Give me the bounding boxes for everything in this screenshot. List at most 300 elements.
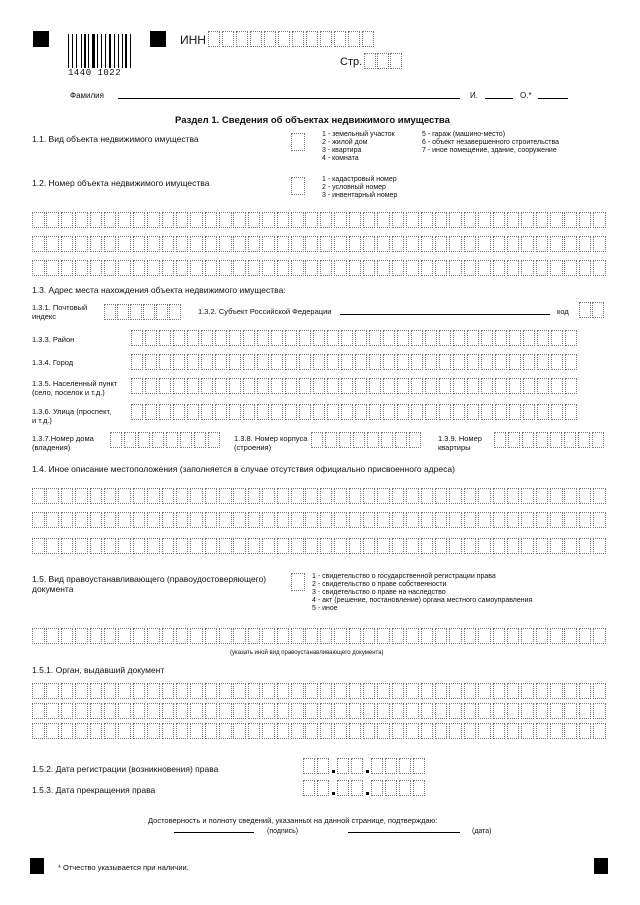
input-cell[interactable] bbox=[406, 538, 419, 554]
input-cell[interactable] bbox=[551, 330, 563, 346]
input-cell[interactable] bbox=[46, 683, 59, 699]
input-cell[interactable] bbox=[334, 703, 347, 719]
input-cell[interactable] bbox=[334, 538, 347, 554]
input-cell[interactable] bbox=[190, 683, 203, 699]
input-cell[interactable] bbox=[449, 723, 462, 739]
name-line[interactable] bbox=[485, 98, 513, 99]
input-cell[interactable] bbox=[262, 683, 275, 699]
input-cell[interactable] bbox=[133, 538, 146, 554]
input-cell[interactable] bbox=[32, 488, 45, 504]
input-cell[interactable] bbox=[190, 488, 203, 504]
input-cell[interactable] bbox=[205, 683, 218, 699]
input-cell[interactable] bbox=[435, 236, 448, 252]
input-cell[interactable] bbox=[201, 404, 213, 420]
input-cell[interactable] bbox=[145, 330, 157, 346]
input-cell[interactable] bbox=[229, 354, 241, 370]
input-cell[interactable] bbox=[285, 404, 297, 420]
input-cell[interactable] bbox=[75, 488, 88, 504]
input-cell[interactable] bbox=[377, 628, 390, 644]
input-cell[interactable] bbox=[481, 354, 493, 370]
input-cell[interactable] bbox=[257, 354, 269, 370]
input-cell[interactable] bbox=[449, 512, 462, 528]
input-cell[interactable] bbox=[205, 628, 218, 644]
input-cell[interactable] bbox=[523, 330, 535, 346]
input-cell[interactable] bbox=[579, 538, 592, 554]
input-cell[interactable] bbox=[162, 512, 175, 528]
input-cell[interactable] bbox=[61, 538, 74, 554]
input-cell[interactable] bbox=[46, 512, 59, 528]
input-cell[interactable] bbox=[593, 512, 606, 528]
input-cell[interactable] bbox=[564, 628, 577, 644]
input-cell[interactable] bbox=[421, 488, 434, 504]
input-cell[interactable] bbox=[124, 432, 136, 448]
input-cell[interactable] bbox=[118, 212, 131, 228]
date-cell[interactable] bbox=[337, 780, 349, 796]
input-cell[interactable] bbox=[521, 236, 534, 252]
other-document-row[interactable] bbox=[32, 628, 608, 644]
input-cell[interactable] bbox=[406, 236, 419, 252]
input-cell[interactable] bbox=[550, 628, 563, 644]
input-cell[interactable] bbox=[118, 628, 131, 644]
date-cell[interactable] bbox=[303, 758, 315, 774]
input-cell[interactable] bbox=[147, 260, 160, 276]
input-cell[interactable] bbox=[334, 723, 347, 739]
input-cell[interactable] bbox=[507, 538, 520, 554]
input-cell[interactable] bbox=[162, 683, 175, 699]
end-date-field[interactable] bbox=[303, 780, 427, 796]
input-cell[interactable] bbox=[118, 538, 131, 554]
input-cell[interactable] bbox=[320, 512, 333, 528]
input-cell[interactable] bbox=[550, 260, 563, 276]
input-cell[interactable] bbox=[478, 628, 491, 644]
input-cell[interactable] bbox=[481, 378, 493, 394]
input-cell[interactable] bbox=[406, 488, 419, 504]
input-cell[interactable] bbox=[592, 302, 604, 318]
input-cell[interactable] bbox=[130, 304, 142, 320]
input-cell[interactable] bbox=[104, 723, 117, 739]
input-cell[interactable] bbox=[257, 330, 269, 346]
input-cell[interactable] bbox=[291, 177, 305, 195]
input-cell[interactable] bbox=[565, 378, 577, 394]
input-cell[interactable] bbox=[593, 488, 606, 504]
input-cell[interactable] bbox=[250, 31, 262, 47]
input-cell[interactable] bbox=[536, 488, 549, 504]
input-cell[interactable] bbox=[233, 723, 246, 739]
input-cell[interactable] bbox=[143, 304, 155, 320]
input-cell[interactable] bbox=[176, 488, 189, 504]
input-cell[interactable] bbox=[159, 378, 171, 394]
authority-row-2[interactable] bbox=[32, 703, 608, 719]
input-cell[interactable] bbox=[565, 404, 577, 420]
input-cell[interactable] bbox=[133, 703, 146, 719]
input-cell[interactable] bbox=[377, 236, 390, 252]
input-cell[interactable] bbox=[390, 53, 402, 69]
input-cell[interactable] bbox=[536, 260, 549, 276]
input-cell[interactable] bbox=[363, 488, 376, 504]
input-cell[interactable] bbox=[291, 212, 304, 228]
input-cell[interactable] bbox=[406, 260, 419, 276]
input-cell[interactable] bbox=[145, 378, 157, 394]
input-cell[interactable] bbox=[46, 723, 59, 739]
input-cell[interactable] bbox=[162, 628, 175, 644]
patronymic-line[interactable] bbox=[538, 98, 568, 99]
input-cell[interactable] bbox=[219, 628, 232, 644]
input-cell[interactable] bbox=[537, 354, 549, 370]
input-cell[interactable] bbox=[411, 354, 423, 370]
input-cell[interactable] bbox=[537, 330, 549, 346]
input-cell[interactable] bbox=[421, 212, 434, 228]
input-cell[interactable] bbox=[523, 378, 535, 394]
input-cell[interactable] bbox=[147, 683, 160, 699]
input-cell[interactable] bbox=[550, 236, 563, 252]
input-cell[interactable] bbox=[507, 488, 520, 504]
input-cell[interactable] bbox=[176, 628, 189, 644]
input-cell[interactable] bbox=[523, 354, 535, 370]
input-cell[interactable] bbox=[392, 512, 405, 528]
input-cell[interactable] bbox=[320, 628, 333, 644]
input-cell[interactable] bbox=[377, 488, 390, 504]
input-cell[interactable] bbox=[118, 236, 131, 252]
input-cell[interactable] bbox=[173, 378, 185, 394]
input-cell[interactable] bbox=[262, 260, 275, 276]
input-cell[interactable] bbox=[550, 432, 562, 448]
input-cell[interactable] bbox=[187, 354, 199, 370]
input-cell[interactable] bbox=[349, 260, 362, 276]
input-cell[interactable] bbox=[406, 212, 419, 228]
input-cell[interactable] bbox=[219, 212, 232, 228]
input-cell[interactable] bbox=[369, 330, 381, 346]
input-cell[interactable] bbox=[377, 538, 390, 554]
input-cell[interactable] bbox=[285, 330, 297, 346]
input-cell[interactable] bbox=[550, 488, 563, 504]
input-cell[interactable] bbox=[478, 538, 491, 554]
input-cell[interactable] bbox=[421, 538, 434, 554]
input-cell[interactable] bbox=[32, 703, 45, 719]
input-cell[interactable] bbox=[406, 683, 419, 699]
input-cell[interactable] bbox=[320, 31, 332, 47]
input-cell[interactable] bbox=[32, 538, 45, 554]
input-cell[interactable] bbox=[320, 683, 333, 699]
input-cell[interactable] bbox=[536, 236, 549, 252]
input-cell[interactable] bbox=[233, 260, 246, 276]
input-cell[interactable] bbox=[493, 512, 506, 528]
input-cell[interactable] bbox=[145, 404, 157, 420]
input-cell[interactable] bbox=[305, 703, 318, 719]
input-cell[interactable] bbox=[523, 404, 535, 420]
input-cell[interactable] bbox=[537, 378, 549, 394]
input-cell[interactable] bbox=[190, 212, 203, 228]
input-cell[interactable] bbox=[75, 260, 88, 276]
input-cell[interactable] bbox=[349, 723, 362, 739]
input-cell[interactable] bbox=[190, 703, 203, 719]
input-cell[interactable] bbox=[464, 723, 477, 739]
object-number-row-2[interactable] bbox=[32, 236, 608, 252]
input-cell[interactable] bbox=[421, 512, 434, 528]
input-cell[interactable] bbox=[521, 723, 534, 739]
input-cell[interactable] bbox=[579, 488, 592, 504]
input-cell[interactable] bbox=[435, 260, 448, 276]
input-cell[interactable] bbox=[243, 330, 255, 346]
input-cell[interactable] bbox=[363, 628, 376, 644]
date-cell[interactable] bbox=[317, 780, 329, 796]
input-cell[interactable] bbox=[495, 330, 507, 346]
input-cell[interactable] bbox=[507, 236, 520, 252]
input-cell[interactable] bbox=[262, 628, 275, 644]
input-cell[interactable] bbox=[478, 212, 491, 228]
input-cell[interactable] bbox=[147, 703, 160, 719]
input-cell[interactable] bbox=[564, 212, 577, 228]
input-cell[interactable] bbox=[32, 512, 45, 528]
input-cell[interactable] bbox=[285, 354, 297, 370]
input-cell[interactable] bbox=[493, 212, 506, 228]
input-cell[interactable] bbox=[521, 703, 534, 719]
input-cell[interactable] bbox=[233, 628, 246, 644]
input-cell[interactable] bbox=[392, 703, 405, 719]
input-cell[interactable] bbox=[271, 378, 283, 394]
input-cell[interactable] bbox=[325, 432, 337, 448]
input-cell[interactable] bbox=[521, 488, 534, 504]
region-code-field[interactable] bbox=[579, 302, 605, 318]
input-cell[interactable] bbox=[104, 212, 117, 228]
input-cell[interactable] bbox=[449, 260, 462, 276]
input-cell[interactable] bbox=[449, 488, 462, 504]
input-cell[interactable] bbox=[262, 538, 275, 554]
input-cell[interactable] bbox=[464, 236, 477, 252]
date-cell[interactable] bbox=[399, 780, 411, 796]
input-cell[interactable] bbox=[147, 512, 160, 528]
input-cell[interactable] bbox=[173, 330, 185, 346]
input-cell[interactable] bbox=[411, 330, 423, 346]
object-number-row-3[interactable] bbox=[32, 260, 608, 276]
input-cell[interactable] bbox=[421, 723, 434, 739]
input-cell[interactable] bbox=[320, 703, 333, 719]
street-field[interactable] bbox=[131, 404, 579, 420]
input-cell[interactable] bbox=[377, 683, 390, 699]
input-cell[interactable] bbox=[421, 683, 434, 699]
input-cell[interactable] bbox=[176, 683, 189, 699]
input-cell[interactable] bbox=[194, 432, 206, 448]
input-cell[interactable] bbox=[593, 236, 606, 252]
input-cell[interactable] bbox=[363, 703, 376, 719]
input-cell[interactable] bbox=[392, 628, 405, 644]
input-cell[interactable] bbox=[205, 512, 218, 528]
input-cell[interactable] bbox=[425, 354, 437, 370]
input-cell[interactable] bbox=[507, 628, 520, 644]
input-cell[interactable] bbox=[131, 404, 143, 420]
input-cell[interactable] bbox=[439, 354, 451, 370]
input-cell[interactable] bbox=[578, 432, 590, 448]
input-cell[interactable] bbox=[61, 488, 74, 504]
input-cell[interactable] bbox=[277, 212, 290, 228]
date-cell[interactable] bbox=[385, 780, 397, 796]
input-cell[interactable] bbox=[305, 723, 318, 739]
input-cell[interactable] bbox=[377, 512, 390, 528]
input-cell[interactable] bbox=[392, 260, 405, 276]
input-cell[interactable] bbox=[90, 260, 103, 276]
input-cell[interactable] bbox=[138, 432, 150, 448]
input-cell[interactable] bbox=[156, 304, 168, 320]
input-cell[interactable] bbox=[327, 404, 339, 420]
input-cell[interactable] bbox=[593, 212, 606, 228]
input-cell[interactable] bbox=[467, 404, 479, 420]
input-cell[interactable] bbox=[377, 212, 390, 228]
input-cell[interactable] bbox=[277, 512, 290, 528]
input-cell[interactable] bbox=[229, 330, 241, 346]
input-cell[interactable] bbox=[162, 488, 175, 504]
input-cell[interactable] bbox=[493, 488, 506, 504]
input-cell[interactable] bbox=[219, 236, 232, 252]
input-cell[interactable] bbox=[219, 260, 232, 276]
input-cell[interactable] bbox=[248, 538, 261, 554]
input-cell[interactable] bbox=[327, 378, 339, 394]
input-cell[interactable] bbox=[341, 378, 353, 394]
input-cell[interactable] bbox=[277, 683, 290, 699]
input-cell[interactable] bbox=[291, 628, 304, 644]
input-cell[interactable] bbox=[61, 723, 74, 739]
input-cell[interactable] bbox=[411, 378, 423, 394]
input-cell[interactable] bbox=[305, 260, 318, 276]
input-cell[interactable] bbox=[169, 304, 181, 320]
input-cell[interactable] bbox=[291, 488, 304, 504]
input-cell[interactable] bbox=[305, 628, 318, 644]
input-cell[interactable] bbox=[131, 330, 143, 346]
input-cell[interactable] bbox=[349, 538, 362, 554]
input-cell[interactable] bbox=[159, 404, 171, 420]
input-cell[interactable] bbox=[159, 330, 171, 346]
input-cell[interactable] bbox=[90, 538, 103, 554]
input-cell[interactable] bbox=[75, 512, 88, 528]
input-cell[interactable] bbox=[551, 378, 563, 394]
input-cell[interactable] bbox=[478, 260, 491, 276]
input-cell[interactable] bbox=[131, 378, 143, 394]
input-cell[interactable] bbox=[383, 354, 395, 370]
input-cell[interactable] bbox=[397, 354, 409, 370]
input-cell[interactable] bbox=[133, 236, 146, 252]
input-cell[interactable] bbox=[334, 628, 347, 644]
input-cell[interactable] bbox=[291, 538, 304, 554]
input-cell[interactable] bbox=[507, 703, 520, 719]
input-cell[interactable] bbox=[104, 304, 116, 320]
input-cell[interactable] bbox=[147, 538, 160, 554]
input-cell[interactable] bbox=[104, 488, 117, 504]
input-cell[interactable] bbox=[219, 723, 232, 739]
input-cell[interactable] bbox=[349, 512, 362, 528]
input-cell[interactable] bbox=[383, 404, 395, 420]
other-location-row-1[interactable] bbox=[32, 488, 608, 504]
object-number-row-1[interactable] bbox=[32, 212, 608, 228]
input-cell[interactable] bbox=[521, 512, 534, 528]
city-field[interactable] bbox=[131, 354, 579, 370]
input-cell[interactable] bbox=[305, 236, 318, 252]
input-cell[interactable] bbox=[579, 512, 592, 528]
input-cell[interactable] bbox=[90, 683, 103, 699]
input-cell[interactable] bbox=[299, 354, 311, 370]
input-cell[interactable] bbox=[349, 703, 362, 719]
input-cell[interactable] bbox=[305, 212, 318, 228]
input-cell[interactable] bbox=[75, 723, 88, 739]
input-cell[interactable] bbox=[277, 538, 290, 554]
input-cell[interactable] bbox=[425, 378, 437, 394]
district-field[interactable] bbox=[131, 330, 579, 346]
input-cell[interactable] bbox=[564, 512, 577, 528]
input-cell[interactable] bbox=[579, 723, 592, 739]
input-cell[interactable] bbox=[271, 404, 283, 420]
date-cell[interactable] bbox=[351, 780, 363, 796]
input-cell[interactable] bbox=[449, 703, 462, 719]
input-cell[interactable] bbox=[395, 432, 407, 448]
house-field[interactable] bbox=[110, 432, 222, 448]
input-cell[interactable] bbox=[392, 723, 405, 739]
date-cell[interactable] bbox=[371, 780, 383, 796]
input-cell[interactable] bbox=[550, 723, 563, 739]
input-cell[interactable] bbox=[277, 260, 290, 276]
input-cell[interactable] bbox=[46, 703, 59, 719]
input-cell[interactable] bbox=[377, 260, 390, 276]
input-cell[interactable] bbox=[46, 628, 59, 644]
input-cell[interactable] bbox=[334, 512, 347, 528]
input-cell[interactable] bbox=[61, 628, 74, 644]
input-cell[interactable] bbox=[299, 330, 311, 346]
input-cell[interactable] bbox=[565, 354, 577, 370]
input-cell[interactable] bbox=[593, 628, 606, 644]
input-cell[interactable] bbox=[46, 488, 59, 504]
input-cell[interactable] bbox=[110, 432, 122, 448]
input-cell[interactable] bbox=[305, 683, 318, 699]
other-location-row-2[interactable] bbox=[32, 512, 608, 528]
input-cell[interactable] bbox=[481, 330, 493, 346]
input-cell[interactable] bbox=[306, 31, 318, 47]
date-cell[interactable] bbox=[413, 758, 425, 774]
input-cell[interactable] bbox=[190, 236, 203, 252]
postal-index-field[interactable] bbox=[104, 304, 182, 320]
locality-field[interactable] bbox=[131, 378, 579, 394]
input-cell[interactable] bbox=[262, 703, 275, 719]
input-cell[interactable] bbox=[392, 683, 405, 699]
input-cell[interactable] bbox=[176, 703, 189, 719]
input-cell[interactable] bbox=[233, 212, 246, 228]
input-cell[interactable] bbox=[334, 683, 347, 699]
input-cell[interactable] bbox=[392, 236, 405, 252]
input-cell[interactable] bbox=[285, 378, 297, 394]
input-cell[interactable] bbox=[32, 236, 45, 252]
input-cell[interactable] bbox=[320, 260, 333, 276]
input-cell[interactable] bbox=[291, 260, 304, 276]
input-cell[interactable] bbox=[90, 236, 103, 252]
input-cell[interactable] bbox=[271, 354, 283, 370]
input-cell[interactable] bbox=[493, 703, 506, 719]
input-cell[interactable] bbox=[299, 404, 311, 420]
input-cell[interactable] bbox=[257, 378, 269, 394]
date-cell[interactable] bbox=[399, 758, 411, 774]
input-cell[interactable] bbox=[219, 683, 232, 699]
input-cell[interactable] bbox=[162, 212, 175, 228]
input-cell[interactable] bbox=[369, 354, 381, 370]
input-cell[interactable] bbox=[421, 628, 434, 644]
input-cell[interactable] bbox=[349, 628, 362, 644]
input-cell[interactable] bbox=[32, 212, 45, 228]
input-cell[interactable] bbox=[421, 236, 434, 252]
input-cell[interactable] bbox=[550, 512, 563, 528]
input-cell[interactable] bbox=[219, 512, 232, 528]
input-cell[interactable] bbox=[205, 538, 218, 554]
input-cell[interactable] bbox=[46, 260, 59, 276]
input-cell[interactable] bbox=[147, 628, 160, 644]
date-line[interactable] bbox=[348, 832, 460, 833]
inn-field[interactable] bbox=[208, 31, 376, 47]
input-cell[interactable] bbox=[564, 432, 576, 448]
input-cell[interactable] bbox=[550, 703, 563, 719]
input-cell[interactable] bbox=[305, 488, 318, 504]
